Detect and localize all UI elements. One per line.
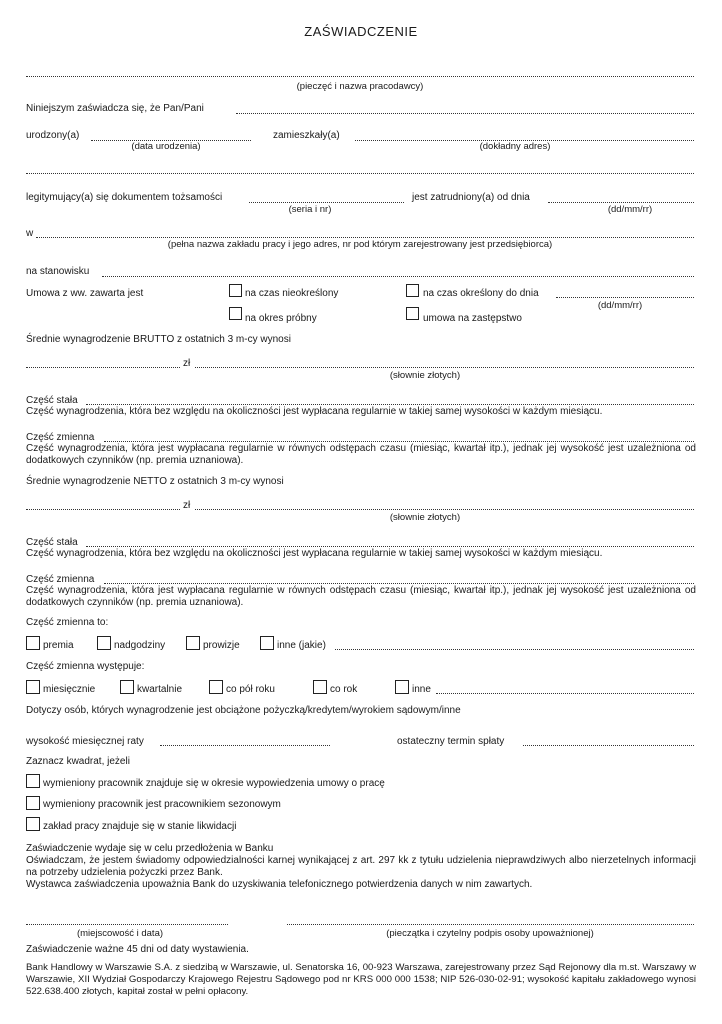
mark-heading: Zaznacz kwadrat, jeżeli	[26, 756, 130, 767]
monthly-checkbox[interactable]	[26, 680, 40, 694]
gross-variable-label: Część zmienna	[26, 432, 95, 443]
net-variable-desc: Część wynagrodzenia, która jest wypłacana regularnie w równych odstępach czasu (miesiąc, kwartał itp.), jednak jej wysokość jest uzależniona od dodatkowych czynników (np. premia uznaniowa).	[26, 585, 696, 608]
workplace-hint: (pełna nazwa zakładu pracy i jego adres, nr pod którym zarejestrowany jest przedsiębiorca)	[167, 239, 553, 250]
net-heading: Średnie wynagrodzenie NETTO z ostatnich 3 m-cy wynosi	[26, 476, 284, 487]
net-variable-label: Część zmienna	[26, 574, 95, 585]
gross-amount-field[interactable]	[26, 367, 180, 368]
liquidation-checkbox[interactable]	[26, 817, 40, 831]
net-words-field[interactable]	[195, 509, 694, 510]
other-type-checkbox[interactable]	[260, 636, 274, 650]
birth-date-hint: (data urodzenia)	[131, 141, 201, 152]
contract-indefinite-label: na czas nieokreślony	[245, 288, 339, 299]
employed-date-field[interactable]	[548, 202, 694, 203]
yearly-checkbox[interactable]	[313, 680, 327, 694]
position-label: na stanowisku	[26, 266, 90, 277]
yearly-label: co rok	[330, 684, 358, 695]
seasonal-label: wymieniony pracownik jest pracownikiem sezonowym	[43, 799, 281, 810]
variable-to-heading: Część zmienna to:	[26, 617, 109, 628]
other-type-label: inne (jakie)	[277, 640, 326, 651]
burden-heading: Dotyczy osób, których wynagrodzenie jest obciążone pożyczką/kredytem/wyrokiem sądowym/inne	[26, 705, 461, 716]
seasonal-checkbox[interactable]	[26, 796, 40, 810]
id-doc-field[interactable]	[249, 202, 404, 203]
employer-field[interactable]	[26, 76, 694, 77]
gross-heading: Średnie wynagrodzenie BRUTTO z ostatnich 3 m-cy wynosi	[26, 334, 291, 345]
contract-definite-label: na czas określony do dnia	[423, 288, 539, 299]
name-field[interactable]	[236, 113, 694, 114]
statement-line-2: Oświadczam, że jestem świadomy odpowiedzialności karnej wynikającej z art. 297 kk z tytułu udzielenia nieprawdziwych albo nierzetelnych informacji na potrzeby udzielenia pożyczki przez Bank.	[26, 855, 696, 878]
contract-indefinite-checkbox[interactable]	[229, 284, 242, 297]
other-type-field[interactable]	[335, 649, 694, 650]
contract-definite-checkbox[interactable]	[406, 284, 419, 297]
gross-fixed-label: Część stała	[26, 395, 78, 406]
signature-hint: (pieczątka i czytelny podpis osoby upoważnionej)	[386, 928, 594, 939]
address-hint: (dokładny adres)	[479, 141, 551, 152]
monthly-label: miesięcznie	[43, 684, 96, 695]
address-field-2[interactable]	[26, 173, 694, 174]
gross-words-hint: (słownie złotych)	[389, 370, 461, 381]
overtime-checkbox[interactable]	[97, 636, 111, 650]
workplace-field[interactable]	[36, 237, 694, 238]
net-fixed-label: Część stała	[26, 537, 78, 548]
overtime-label: nadgodziny	[114, 640, 166, 651]
halfyear-label: co pół roku	[226, 684, 275, 695]
contract-label: Umowa z ww. zawarta jest	[26, 288, 144, 299]
gross-fixed-desc: Część wynagrodzenia, która bez względu na okoliczności jest wypłacana regularnie w takiej samej wysokości w każdym miesiącu.	[26, 406, 603, 417]
halfyear-checkbox[interactable]	[209, 680, 223, 694]
id-doc-label: legitymujący(a) się dokumentem tożsamości	[26, 192, 223, 203]
other-frequency-checkbox[interactable]	[395, 680, 409, 694]
intro-label: Niniejszym zaświadcza się, że Pan/Pani	[26, 103, 204, 114]
variable-occurs-heading: Część zmienna występuje:	[26, 661, 145, 672]
contract-replacement-label: umowa na zastępstwo	[423, 313, 522, 324]
notice-checkbox[interactable]	[26, 774, 40, 788]
other-frequency-field[interactable]	[436, 693, 694, 694]
net-fixed-field[interactable]	[86, 546, 694, 547]
contract-end-date-field[interactable]	[556, 297, 694, 298]
page-title: ZAŚWIADCZENIE	[304, 24, 418, 39]
employed-label: jest zatrudniony(a) od dnia	[412, 192, 530, 203]
position-field[interactable]	[102, 276, 694, 277]
bonus-checkbox[interactable]	[26, 636, 40, 650]
bonus-label: premia	[43, 640, 74, 651]
quarterly-checkbox[interactable]	[120, 680, 134, 694]
bank-footer: Bank Handlowy w Warszawie S.A. z siedzibą w Warszawie, ul. Senatorska 16, 00-923 Warszawa, zarejestrowany przez Sąd Rejonowy dla m.st. Warszawy w Warszawie, XII Wydział Gospodarczy Krajowego Rejestru Sądowego pod nr KRS 000 000 1538; NIP 526-030-02-91; wysokość kapitału zakładowego wynosi 522.638.400 złotych, kapitał został w pełni opłacony.	[26, 962, 696, 997]
workplace-label: w	[26, 228, 34, 239]
gross-words-field[interactable]	[195, 367, 694, 368]
validity-note: Zaświadczenie ważne 45 dni od daty wystawienia.	[26, 944, 249, 955]
gross-fixed-field[interactable]	[86, 404, 694, 405]
notice-label: wymieniony pracownik znajduje się w okresie wypowiedzenia umowy o pracę	[43, 778, 385, 789]
contract-end-date-hint: (dd/mm/rr)	[597, 300, 643, 311]
id-doc-hint: (seria i nr)	[288, 204, 332, 215]
net-words-hint: (słownie złotych)	[389, 512, 461, 523]
gross-variable-field[interactable]	[104, 441, 694, 442]
net-fixed-desc: Część wynagrodzenia, która bez względu na okoliczności jest wypłacana regularnie w takiej samej wysokości w każdym miesiącu.	[26, 548, 603, 559]
contract-replacement-checkbox[interactable]	[406, 307, 419, 320]
installment-field[interactable]	[160, 745, 330, 746]
contract-trial-label: na okres próbny	[245, 313, 317, 324]
installment-label: wysokość miesięcznej raty	[26, 736, 144, 747]
net-currency: zł	[183, 500, 191, 511]
statement-line-3: Wystawca zaświadczenia upoważnia Bank do uzyskiwania telefonicznego potwierdzenia danych w nim zawartych.	[26, 879, 533, 890]
employer-hint: (pieczęć i nazwa pracodawcy)	[296, 81, 424, 92]
signature-field[interactable]	[287, 924, 694, 925]
final-date-label: ostateczny termin spłaty	[397, 736, 505, 747]
resident-label: zamieszkały(a)	[273, 130, 340, 141]
quarterly-label: kwartalnie	[137, 684, 183, 695]
commission-checkbox[interactable]	[186, 636, 200, 650]
place-date-field[interactable]	[26, 924, 228, 925]
gross-variable-desc: Część wynagrodzenia, która jest wypłacana regularnie w równych odstępach czasu (miesiąc, kwartał itp.), jednak jej wysokość jest uzależniona od dodatkowych czynników (np. premia uznaniowa).	[26, 443, 696, 466]
contract-trial-checkbox[interactable]	[229, 307, 242, 320]
net-amount-field[interactable]	[26, 509, 180, 510]
final-date-field[interactable]	[523, 745, 694, 746]
commission-label: prowizje	[203, 640, 240, 651]
statement-line-1: Zaświadczenie wydaje się w celu przedłożenia w Banku	[26, 843, 274, 854]
employed-date-hint: (dd/mm/rr)	[607, 204, 653, 215]
place-date-hint: (miejscowość i data)	[76, 928, 164, 939]
gross-currency: zł	[183, 358, 191, 369]
other-frequency-label: inne	[412, 684, 431, 695]
born-label: urodzony(a)	[26, 130, 80, 141]
net-variable-field[interactable]	[104, 583, 694, 584]
liquidation-label: zakład pracy znajduje się w stanie likwidacji	[43, 821, 237, 832]
